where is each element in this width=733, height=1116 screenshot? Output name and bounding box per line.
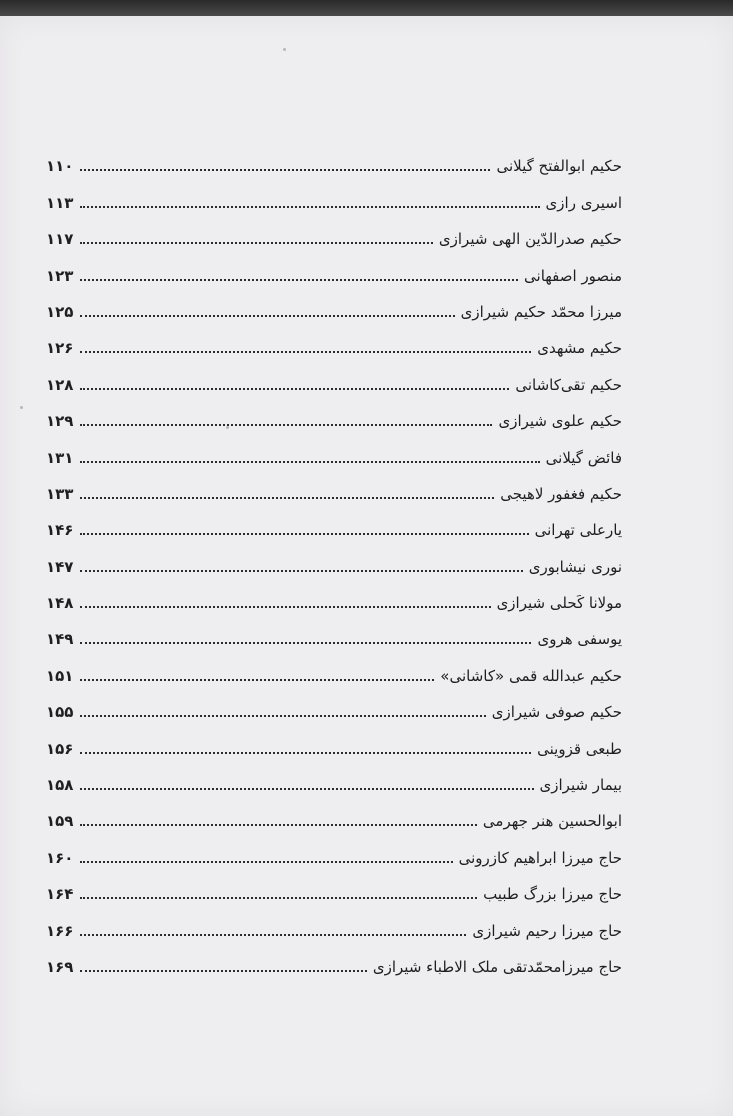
dot-leader — [80, 279, 518, 281]
table-of-contents — [46, 140, 622, 977]
toc-entry-page: ۱۵۵ — [46, 703, 74, 722]
toc-entry — [46, 140, 622, 176]
dot-leader — [80, 533, 529, 535]
toc-entry-title: حکیم فغفور لاهیجی — [500, 484, 622, 503]
toc-entry-title: حکیم مشهدی — [537, 339, 622, 358]
paper-speck — [283, 48, 286, 51]
dot-leader — [80, 715, 486, 717]
toc-entry — [46, 722, 622, 758]
dot-leader — [80, 169, 490, 171]
toc-entry-title: حکیم عبدالله قمی «کاشانی» — [440, 666, 622, 685]
toc-entry-title: حکیم ابوالفتح گیلانی — [496, 157, 622, 176]
toc-entry — [46, 504, 622, 540]
toc-entry-page: ۱۴۸ — [46, 594, 74, 613]
dot-leader — [80, 752, 531, 754]
dot-leader — [80, 315, 455, 317]
dot-leader — [80, 642, 531, 644]
toc-entry-page: ۱۲۳ — [46, 266, 74, 285]
toc-entry-title: اسیری رازی — [545, 193, 622, 212]
toc-entry — [46, 286, 622, 322]
toc-entry-page: ۱۱۳ — [46, 193, 74, 212]
toc-entry — [46, 904, 622, 940]
toc-entry-title: حاج میرزا ابراهیم کازرونی — [458, 848, 622, 867]
toc-entry — [46, 540, 622, 576]
toc-entry — [46, 395, 622, 431]
toc-entry-title: منصور اصفهانی — [524, 266, 622, 285]
toc-entry — [46, 686, 622, 722]
paper-speck — [20, 406, 23, 409]
dot-leader — [80, 824, 477, 826]
toc-entry-page: ۱۲۶ — [46, 339, 74, 358]
toc-entry-title: حاج میرزا رحیم شیرازی — [472, 921, 622, 940]
toc-entry — [46, 649, 622, 685]
toc-entry-page: ۱۶۶ — [46, 921, 74, 940]
toc-entry-page: ۱۳۳ — [46, 484, 74, 503]
toc-entry-title: حکیم تقی‌کاشانی — [515, 375, 622, 394]
toc-entry-title: یوسفی هروی — [537, 630, 622, 649]
toc-entry — [46, 431, 622, 467]
dot-leader — [80, 861, 453, 863]
toc-entry-title: طبعی قزوینی — [537, 739, 622, 758]
toc-entry — [46, 322, 622, 358]
toc-entry — [46, 577, 622, 613]
toc-entry-title: مولانا کَحلی شیرازی — [496, 594, 622, 613]
toc-entry — [46, 358, 622, 394]
toc-entry-title: نوری نیشابوری — [528, 557, 622, 576]
dot-leader — [80, 242, 433, 244]
toc-entry-page: ۱۱۷ — [46, 230, 74, 249]
toc-entry-title: حاج میرزامحمّدتقی ملک الاطباء شیرازی — [372, 957, 622, 976]
dot-leader — [80, 570, 523, 572]
toc-entry-page: ۱۵۹ — [46, 812, 74, 831]
toc-entry-title: میرزا محمّد حکیم شیرازی — [460, 302, 622, 321]
toc-entry-page: ۱۳۱ — [46, 448, 74, 467]
toc-entry — [46, 249, 622, 285]
dot-leader — [80, 497, 494, 499]
toc-entry-page: ۱۶۰ — [46, 848, 74, 867]
toc-entry-title: ابوالحسین هنر جهرمی — [482, 812, 622, 831]
toc-entry-page: ۱۲۵ — [46, 302, 74, 321]
dot-leader — [80, 206, 540, 208]
toc-entry-title: فائض گیلانی — [545, 448, 622, 467]
toc-entry-title: یارعلی تهرانی — [534, 521, 622, 540]
toc-entry-page: ۱۶۹ — [46, 957, 74, 976]
toc-entry-page: ۱۵۸ — [46, 776, 74, 795]
toc-entry-page: ۱۴۶ — [46, 521, 74, 540]
toc-entry — [46, 759, 622, 795]
toc-entry-page: ۱۶۴ — [46, 885, 74, 904]
toc-entry — [46, 213, 622, 249]
dot-leader — [80, 788, 534, 790]
toc-entry-page: ۱۱۰ — [46, 157, 74, 176]
dot-leader — [80, 970, 367, 972]
toc-entry — [46, 795, 622, 831]
dot-leader — [80, 388, 509, 390]
dot-leader — [80, 897, 477, 899]
dot-leader — [80, 351, 531, 353]
dot-leader — [80, 934, 466, 936]
toc-entry-title: بیمار شیرازی — [539, 776, 622, 795]
book-top-edge — [0, 0, 733, 16]
toc-entry — [46, 831, 622, 867]
toc-entry — [46, 176, 622, 212]
toc-entry-page: ۱۵۱ — [46, 666, 74, 685]
toc-entry — [46, 868, 622, 904]
toc-entry-title: حکیم صوفی شیرازی — [491, 703, 622, 722]
dot-leader — [80, 606, 491, 608]
dot-leader — [80, 461, 540, 463]
toc-entry — [46, 613, 622, 649]
toc-entry-page: ۱۵۶ — [46, 739, 74, 758]
toc-entry-page: ۱۴۹ — [46, 630, 74, 649]
toc-entry-page: ۱۲۹ — [46, 412, 74, 431]
toc-entry-title: حکیم صدرالدّین الهی شیرازی — [438, 230, 622, 249]
toc-entry-title: حکیم علوی شیرازی — [498, 412, 622, 431]
toc-entry — [46, 468, 622, 504]
dot-leader — [80, 424, 492, 426]
toc-entry-page: ۱۲۸ — [46, 375, 74, 394]
toc-entry-title: حاج میرزا بزرگ طبیب — [483, 885, 622, 904]
toc-entry-page: ۱۴۷ — [46, 557, 74, 576]
dot-leader — [80, 679, 434, 681]
toc-entry — [46, 941, 622, 977]
